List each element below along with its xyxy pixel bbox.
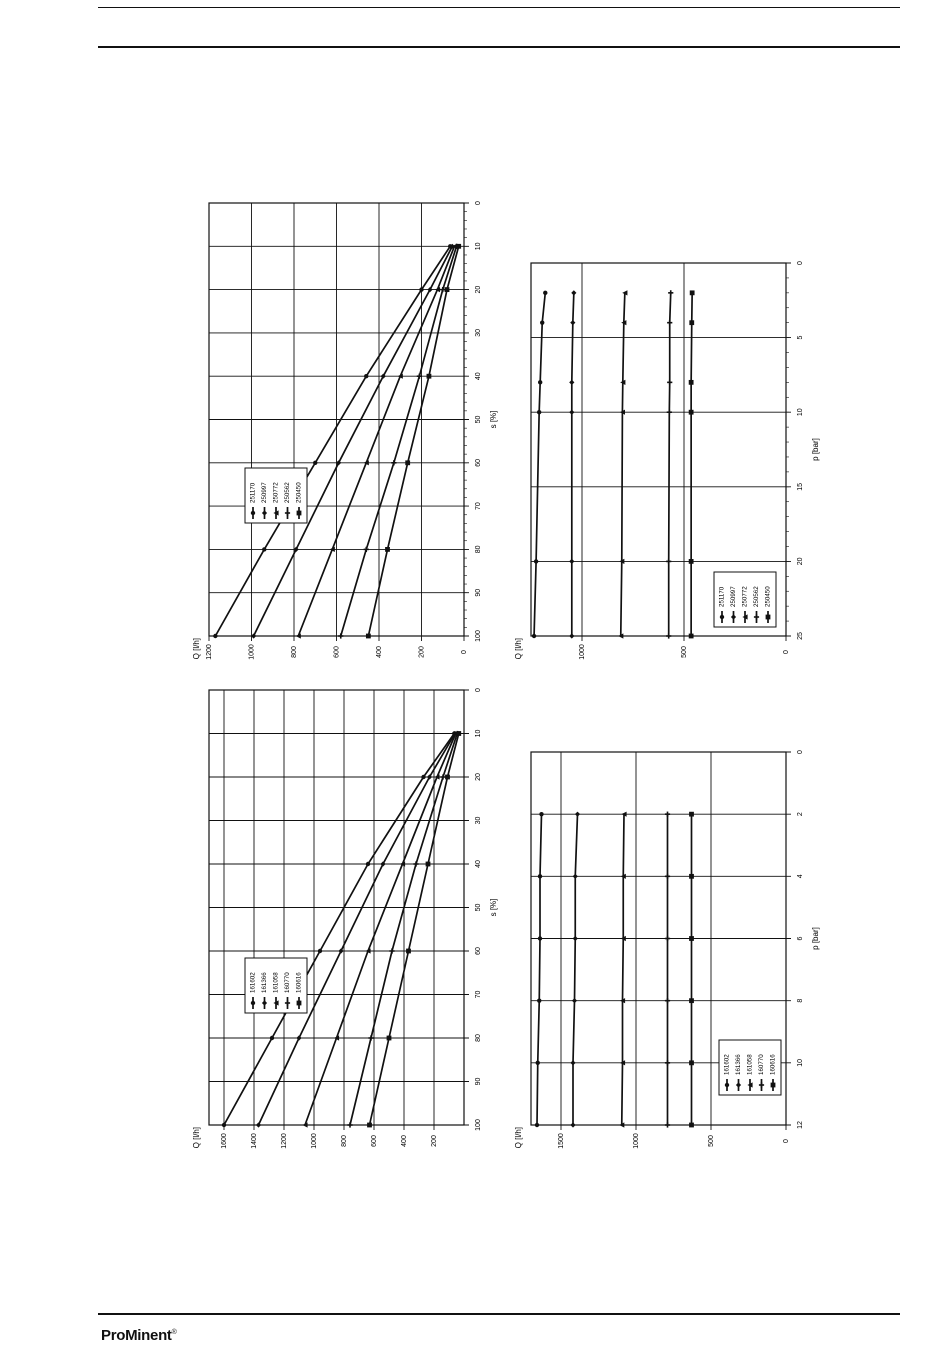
chart-a-x-tick-label: 100 [474, 630, 482, 642]
chart-b-legend-label: 250562 [753, 586, 761, 607]
chart-d-x-axis-label: p [bar] [811, 927, 821, 950]
chart-c-y-tick-label: 400 [400, 1135, 408, 1147]
chart-c-data-point [426, 862, 431, 867]
chart-d-data-point [570, 1060, 575, 1065]
chart-a-legend-marker [297, 511, 302, 516]
chart-d-data-point [539, 812, 543, 816]
chart-a-x-tick-label: 10 [474, 242, 482, 251]
chart-d-legend-label: 161058 [746, 1054, 754, 1075]
chart-b-y-tick-label: 0 [782, 650, 790, 654]
chart-b-legend-label: 251170 [718, 586, 726, 607]
chart-a-legend-label: 250997 [261, 482, 269, 503]
chart-d-series-161366 [570, 812, 580, 1128]
chart-c-series-161366 [256, 731, 458, 1128]
chart-b-x-tick-label: 0 [796, 261, 804, 265]
chart-b-series-line [691, 293, 692, 636]
chart-c-data-point [445, 775, 450, 780]
chart-a-series-line [254, 246, 453, 636]
chart-d-data-point [689, 936, 694, 941]
chart-d-data-point [572, 998, 577, 1003]
chart-a-data-point [391, 460, 396, 465]
chart-c-data-point [387, 1036, 392, 1041]
chart-a-data-point [427, 374, 432, 379]
registered-mark: ® [171, 1329, 177, 1336]
chart-d-data-point [689, 998, 694, 1003]
chart-c-x-tick-label: 90 [474, 1077, 482, 1086]
chart-c-x-tick-label: 100 [474, 1119, 482, 1131]
chart-b-y-tick-label: 1000 [578, 644, 586, 660]
chart-d-data-point [536, 1061, 540, 1065]
chart-b-legend-label: 250997 [730, 586, 738, 607]
chart-a-legend-label: 250562 [284, 482, 292, 503]
chart-d-data-point [665, 936, 670, 941]
chart-d-data-point [538, 936, 542, 940]
chart-d-data-point [535, 1123, 539, 1127]
chart-a-data-point [313, 461, 317, 465]
chart-c-legend-label: 161366 [261, 972, 269, 993]
chart-a-data-point [262, 547, 266, 551]
chart-d-series-160770 [665, 812, 670, 1128]
chart-c-y-axis-label: Q [l/h] [192, 1127, 202, 1149]
chart-c-data-point [421, 775, 425, 779]
chart-a-series-line [295, 246, 454, 636]
chart-b-data-point [534, 559, 538, 563]
chart-d-series-line [622, 814, 624, 1125]
chart-c-data-point [367, 1123, 372, 1128]
chart-b-data-point [668, 290, 673, 295]
chart-b-data-point [667, 320, 672, 325]
chart-a-x-tick-label: 70 [474, 502, 482, 510]
chart-a-series-line [341, 246, 457, 636]
chart-a-data-point [456, 244, 461, 249]
chart-c-x-tick-label: 0 [474, 688, 482, 692]
chart-c-series-161058 [302, 731, 458, 1128]
chart-c-x-tick-label: 60 [474, 947, 482, 955]
chart-d-data-point [570, 1122, 575, 1127]
chart-c-data-point [368, 1035, 373, 1040]
chart-c-data-point [270, 1036, 274, 1040]
chart-c-x-axis-label: s [%] [489, 898, 499, 917]
chart-d-legend-marker [771, 1083, 776, 1088]
chart-a-x-axis-label: s [%] [489, 410, 499, 429]
chart-c-x-tick-label: 10 [474, 729, 482, 738]
chart-d-data-point [573, 936, 578, 941]
chart-b-x-tick-label: 10 [796, 408, 804, 417]
chart-c-legend-label: 160770 [284, 972, 292, 993]
chart-c-x-tick-label: 40 [474, 860, 482, 868]
chart-b-data-point [543, 291, 547, 295]
chart-d-x-tick-label: 2 [796, 812, 804, 817]
chart-d-data-point [538, 874, 542, 878]
chart-a [192, 201, 498, 660]
chart-a-data-point [364, 374, 368, 378]
chart-c-y-tick-label: 800 [340, 1135, 348, 1147]
chart-b-legend-marker [720, 615, 724, 619]
chart-a-data-point [364, 547, 369, 552]
chart-d-series-line [537, 814, 542, 1125]
chart-d-series-161058 [619, 812, 626, 1128]
chart-c-x-tick-label: 80 [474, 1034, 482, 1042]
chart-d-x-tick-label: 6 [796, 936, 804, 941]
chart-a-data-point [419, 287, 423, 291]
chart-b-data-point [689, 410, 694, 415]
chart-d-y-axis-label: Q [l/h] [514, 1127, 524, 1149]
chart-a-series-line [215, 246, 450, 636]
chart-b-y-tick-label: 500 [680, 646, 688, 658]
chart-d-data-point [665, 998, 670, 1003]
chart-d-legend [719, 1040, 781, 1095]
chart-a-legend-marker [251, 511, 255, 515]
chart-c-data-point [256, 1122, 261, 1127]
chart-a-x-tick-label: 40 [474, 372, 482, 381]
chart-d-data-point [689, 1123, 694, 1128]
chart-b-x-tick-label: 25 [796, 632, 804, 640]
chart-b-series-250562 [666, 290, 673, 638]
chart-b-data-point [570, 320, 575, 325]
chart-c-legend-marker [251, 1001, 255, 1005]
chart-b-data-point [689, 559, 694, 564]
chart-c-data-point [440, 774, 445, 779]
chart-a-x-tick-label: 0 [474, 201, 482, 205]
chart-b-legend [714, 572, 776, 627]
chart-a-series-250772 [296, 244, 457, 639]
chart-c-data-point [222, 1123, 226, 1127]
chart-b-data-point [571, 290, 576, 295]
chart-d-legend-label: 160770 [758, 1054, 766, 1075]
chart-d-data-point [573, 874, 578, 879]
chart-c-data-point [389, 948, 394, 953]
chart-c-x-tick-label: 20 [474, 773, 482, 781]
chart-d-x-tick-label: 10 [796, 1058, 804, 1067]
chart-a-legend [245, 468, 307, 523]
chart-c-y-tick-label: 1000 [310, 1133, 318, 1149]
chart-d-data-point [575, 812, 580, 817]
chart-d-y-tick-label: 500 [707, 1135, 715, 1147]
chart-c-y-tick-label: 200 [430, 1135, 438, 1147]
prominent-logo [101, 1327, 177, 1344]
chart-c-y-tick-label: 600 [370, 1135, 378, 1147]
chart-b-legend-label: 250772 [741, 586, 749, 607]
chart-d-legend-label: 160616 [769, 1054, 777, 1075]
chart-a-y-tick-label: 400 [375, 646, 383, 658]
chart-a-series-250997 [251, 244, 455, 639]
chart-b-data-point [569, 559, 574, 564]
chart-a-y-tick-label: 0 [460, 650, 468, 654]
chart-b-series-line [621, 293, 625, 636]
chart-a-data-point [366, 634, 371, 639]
chart-c-series-line [259, 734, 456, 1126]
chart-d-legend-marker [725, 1083, 729, 1087]
chart-c-y-tick-label: 1400 [250, 1133, 258, 1149]
chart-a-data-point [213, 634, 217, 638]
chart-c-series-line [224, 734, 454, 1126]
chart-a-legend-label: 251170 [249, 482, 257, 503]
chart-d-x-tick-label: 4 [796, 874, 804, 879]
chart-d-series-161602 [535, 812, 544, 1127]
chart-b-data-point [569, 633, 574, 638]
chart-d-x-tick-label: 8 [796, 998, 804, 1003]
chart-b-series-250450 [689, 290, 695, 638]
chart-d-series-160616 [689, 812, 694, 1128]
chart-a-data-point [440, 287, 445, 292]
chart-b-legend-marker [766, 615, 771, 620]
chart-c [192, 688, 498, 1149]
chart-b-legend-label: 250450 [764, 586, 772, 607]
chart-d-x-tick-label: 0 [796, 750, 804, 754]
chart-b-data-point [690, 290, 695, 295]
chart-b-data-point [569, 410, 574, 415]
chart-c-legend-label: 160616 [295, 972, 303, 993]
chart-d [514, 750, 820, 1149]
chart-b [514, 261, 820, 660]
chart-b-data-point [689, 380, 694, 385]
chart-d-x-tick-label: 12 [796, 1121, 804, 1129]
chart-d-data-point [665, 874, 670, 879]
chart-b-series-line [669, 293, 671, 636]
chart-c-x-tick-label: 30 [474, 816, 482, 825]
chart-a-y-tick-label: 600 [333, 646, 341, 658]
chart-a-data-point [385, 547, 390, 552]
chart-b-series-line [572, 293, 574, 636]
chart-a-legend-label: 250772 [272, 482, 280, 503]
chart-c-data-point [318, 949, 322, 953]
chart-b-series-250772 [618, 290, 627, 638]
chart-c-x-tick-label: 50 [474, 903, 482, 912]
chart-c-x-tick-label: 70 [474, 990, 482, 999]
chart-c-y-tick-label: 1600 [220, 1133, 228, 1149]
chart-a-y-axis-label: Q [l/h] [192, 638, 202, 660]
chart-b-x-axis-label: p [bar] [811, 438, 821, 461]
logo-text: ProMinent [101, 1327, 172, 1344]
chart-c-y-tick-label: 1200 [280, 1133, 288, 1149]
chart-d-data-point [689, 812, 694, 817]
chart-b-data-point [666, 633, 671, 638]
chart-b-data-point [667, 380, 672, 385]
chart-c-legend-label: 161602 [249, 972, 257, 993]
chart-a-y-tick-label: 800 [290, 646, 298, 658]
chart-b-data-point [666, 559, 671, 564]
chart-a-series-250562 [338, 244, 459, 639]
chart-c-legend-label: 161058 [272, 972, 280, 993]
chart-b-data-point [532, 634, 536, 638]
chart-c-data-point [406, 949, 411, 954]
chart-b-series-251170 [532, 291, 548, 639]
chart-d-series-line [573, 814, 578, 1125]
chart-d-data-point [665, 1122, 670, 1127]
chart-d-data-point [665, 812, 670, 817]
chart-d-legend-label: 161602 [723, 1054, 731, 1075]
chart-c-data-point [366, 862, 370, 866]
chart-b-x-tick-label: 20 [796, 557, 804, 566]
chart-b-data-point [689, 320, 694, 325]
chart-a-legend-label: 250450 [295, 482, 303, 503]
chart-d-data-point [689, 1060, 694, 1065]
chart-a-series-251170 [213, 244, 452, 638]
chart-b-x-tick-label: 15 [796, 482, 804, 491]
chart-a-data-point [445, 287, 450, 292]
chart-a-y-tick-label: 200 [418, 646, 426, 658]
chart-b-y-axis-label: Q [l/h] [514, 638, 524, 660]
chart-b-data-point [537, 410, 541, 414]
chart-c-data-point [347, 1122, 352, 1127]
chart-c-data-point [413, 861, 418, 866]
chart-c-legend-marker [297, 1001, 302, 1006]
chart-a-x-tick-label: 20 [474, 285, 482, 294]
chart-d-y-tick-label: 1000 [632, 1133, 640, 1149]
chart-d-y-tick-label: 0 [782, 1139, 790, 1143]
chart-b-series-250997 [569, 290, 576, 638]
chart-b-series-line [534, 293, 545, 636]
chart-a-x-tick-label: 60 [474, 458, 482, 467]
chart-c-series-line [305, 734, 456, 1126]
chart-b-data-point [538, 380, 542, 384]
chart-c-legend [245, 958, 307, 1013]
chart-b-x-tick-label: 5 [796, 335, 804, 340]
chart-d-data-point [689, 874, 694, 879]
chart-d-data-point [665, 1060, 670, 1065]
chart-d-legend-label: 161366 [735, 1054, 743, 1075]
chart-a-data-point [405, 460, 410, 465]
chart-a-x-tick-label: 90 [474, 588, 482, 597]
chart-c-data-point [456, 731, 461, 736]
chart-b-data-point [689, 634, 694, 639]
chart-b-data-point [667, 410, 672, 415]
chart-a-x-tick-label: 80 [474, 545, 482, 554]
chart-a-y-tick-label: 1200 [205, 644, 213, 660]
chart-d-y-tick-label: 1500 [557, 1133, 565, 1149]
chart-a-x-tick-label: 50 [474, 415, 482, 424]
chart-a-data-point [338, 633, 343, 638]
chart-a-y-tick-label: 1000 [248, 644, 256, 660]
chart-b-data-point [569, 380, 574, 385]
chart-a-series-line [368, 246, 458, 636]
chart-a-x-tick-label: 30 [474, 329, 482, 337]
chart-d-data-point [537, 998, 541, 1002]
chart-b-data-point [540, 320, 544, 324]
